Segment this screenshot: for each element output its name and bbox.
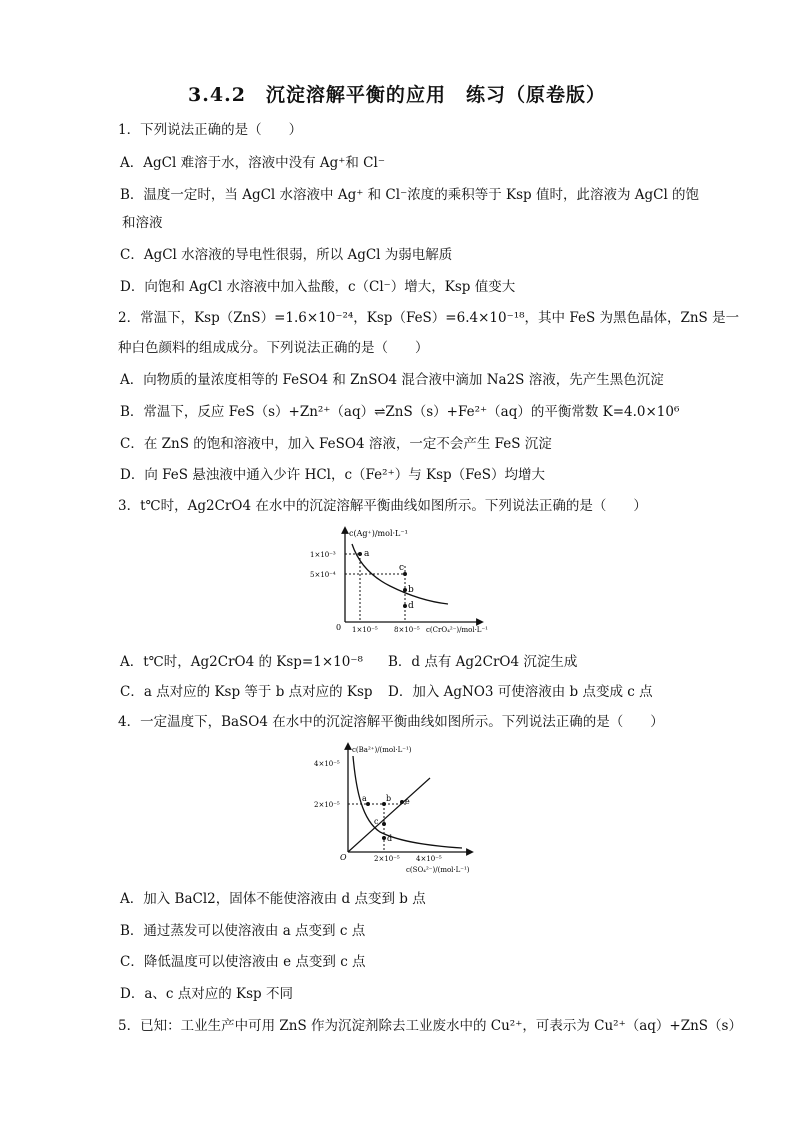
q4-xtick2: 4×10⁻⁵ (416, 855, 442, 863)
q3-xtick1: 1×10⁻⁵ (352, 626, 378, 634)
q1-option-d: D．向饱和 AgCl 水溶液中加入盐酸，c（Cl⁻）增大，Ksp 值变大 (120, 279, 516, 295)
q4-option-d: D．a、c 点对应的 Ksp 不同 (120, 986, 293, 1002)
q4-ylabel: c(Ba²⁺)/(mol·L⁻¹) (352, 746, 412, 754)
q3-ytick2: 5×10⁻⁴ (310, 571, 336, 579)
q4-ytick2: 2×10⁻⁵ (314, 801, 340, 809)
q4-ytick1: 4×10⁻⁵ (314, 760, 340, 768)
q2-stem-line2: 种白色颜料的组成成分。下列说法正确的是（ ） (118, 340, 429, 356)
q3-origin: 0 (336, 623, 342, 632)
q3-point-a (358, 552, 362, 556)
q4-label-b: b (386, 794, 392, 803)
q1-option-a: A．AgCl 难溶于水，溶液中没有 Ag⁺和 Cl⁻ (120, 155, 385, 171)
q4-option-b: B．通过蒸发可以使溶液由 a 点变到 c 点 (120, 923, 366, 939)
q4-label-a: a (362, 794, 367, 803)
q3-xlabel: c(CrO₄²⁻)/mol·L⁻¹ (426, 626, 488, 634)
q2-option-c: C．在 ZnS 的饱和溶液中，加入 FeSO4 溶液，一定不会产生 FeS 沉淀 (120, 436, 552, 452)
q2-stem-line1: 2．常温下，Ksp（ZnS）=1.6×10⁻²⁴，Ksp（FeS）=6.4×10⁻¹⁸，其中 FeS 为黑色晶体，ZnS 是一 (118, 310, 740, 326)
q4-stem: 4．一定温度下，BaSO4 在水中的沉淀溶解平衡曲线如图所示。下列说法正确的是（ ） (118, 714, 664, 730)
q3-point-b (403, 588, 407, 592)
q4-option-a: A．加入 BaCl2，固体不能使溶液由 d 点变到 b 点 (120, 891, 426, 907)
q4-xtick1: 2×10⁻⁵ (374, 855, 400, 863)
q4-origin: O (340, 853, 347, 862)
q4-label-d: d (387, 834, 393, 843)
q1-option-b-line1: B．温度一定时，当 AgCl 水溶液中 Ag⁺ 和 Cl⁻浓度的乘积等于 Ksp 值时，此溶液为 AgCl 的饱 (120, 187, 700, 203)
q3-figure (300, 522, 510, 640)
q4-figure (310, 740, 480, 878)
q3-ytick1: 1×10⁻³ (310, 551, 336, 559)
q4-label-c: c (374, 817, 379, 826)
q2-option-d: D．向 FeS 悬浊液中通入少许 HCl，c（Fe²⁺）与 Ksp（FeS）均增大 (120, 467, 546, 483)
q3-label-d: d (408, 601, 414, 611)
q5-stem: 5．已知：工业生产中可用 ZnS 作为沉淀剂除去工业废水中的 Cu²⁺，可表示为 Cu²⁺（aq）+ZnS（s） (118, 1018, 742, 1034)
q4-point-d (382, 836, 386, 840)
q3-label-c: c (399, 563, 405, 573)
q4-xlabel: c(SO₄²⁻)/(mol·L⁻¹) (406, 866, 470, 874)
q3-option-a: A．t℃时，Ag2CrO4 的 Ksp=1×10⁻⁸ (120, 654, 363, 670)
q3-point-d (403, 604, 407, 608)
q3-option-d: D．加入 AgNO3 可使溶液由 b 点变成 c 点 (388, 684, 653, 700)
q3-xtick2: 8×10⁻⁵ (394, 626, 420, 634)
q1-option-c: C．AgCl 水溶液的导电性很弱，所以 AgCl 为弱电解质 (120, 247, 453, 263)
q3-stem: 3．t℃时，Ag2CrO4 在水中的沉淀溶解平衡曲线如图所示。下列说法正确的是（ ） (118, 498, 647, 514)
q4-point-e (400, 800, 404, 804)
q4-point-c (382, 822, 386, 826)
q2-option-a: A．向物质的量浓度相等的 FeSO4 和 ZnSO4 混合液中滴加 Na2S 溶液，先产生黑色沉淀 (120, 372, 664, 388)
q4-label-e: e (405, 797, 410, 806)
q3-option-c: C．a 点对应的 Ksp 等于 b 点对应的 Ksp (120, 684, 373, 700)
q3-ylabel: c(Ag⁺)/mol·L⁻¹ (349, 529, 408, 538)
q3-option-b: B．d 点有 Ag2CrO4 沉淀生成 (388, 654, 578, 670)
q3-label-a: a (364, 549, 370, 559)
q3-label-b: b (408, 585, 414, 595)
q1-stem: 1．下列说法正确的是（ ） (118, 122, 303, 138)
page-title: 3.4.2 沉淀溶解平衡的应用 练习（原卷版） (188, 84, 606, 106)
q2-option-b: B．常温下，反应 FeS（s）+Zn²⁺（aq）⇌ZnS（s）+Fe²⁺（aq）的平衡常数 K=4.0×10⁶ (120, 404, 680, 420)
q1-option-b-line2: 和溶液 (122, 215, 163, 231)
q4-option-c: C．降低温度可以使溶液由 e 点变到 c 点 (120, 954, 366, 970)
